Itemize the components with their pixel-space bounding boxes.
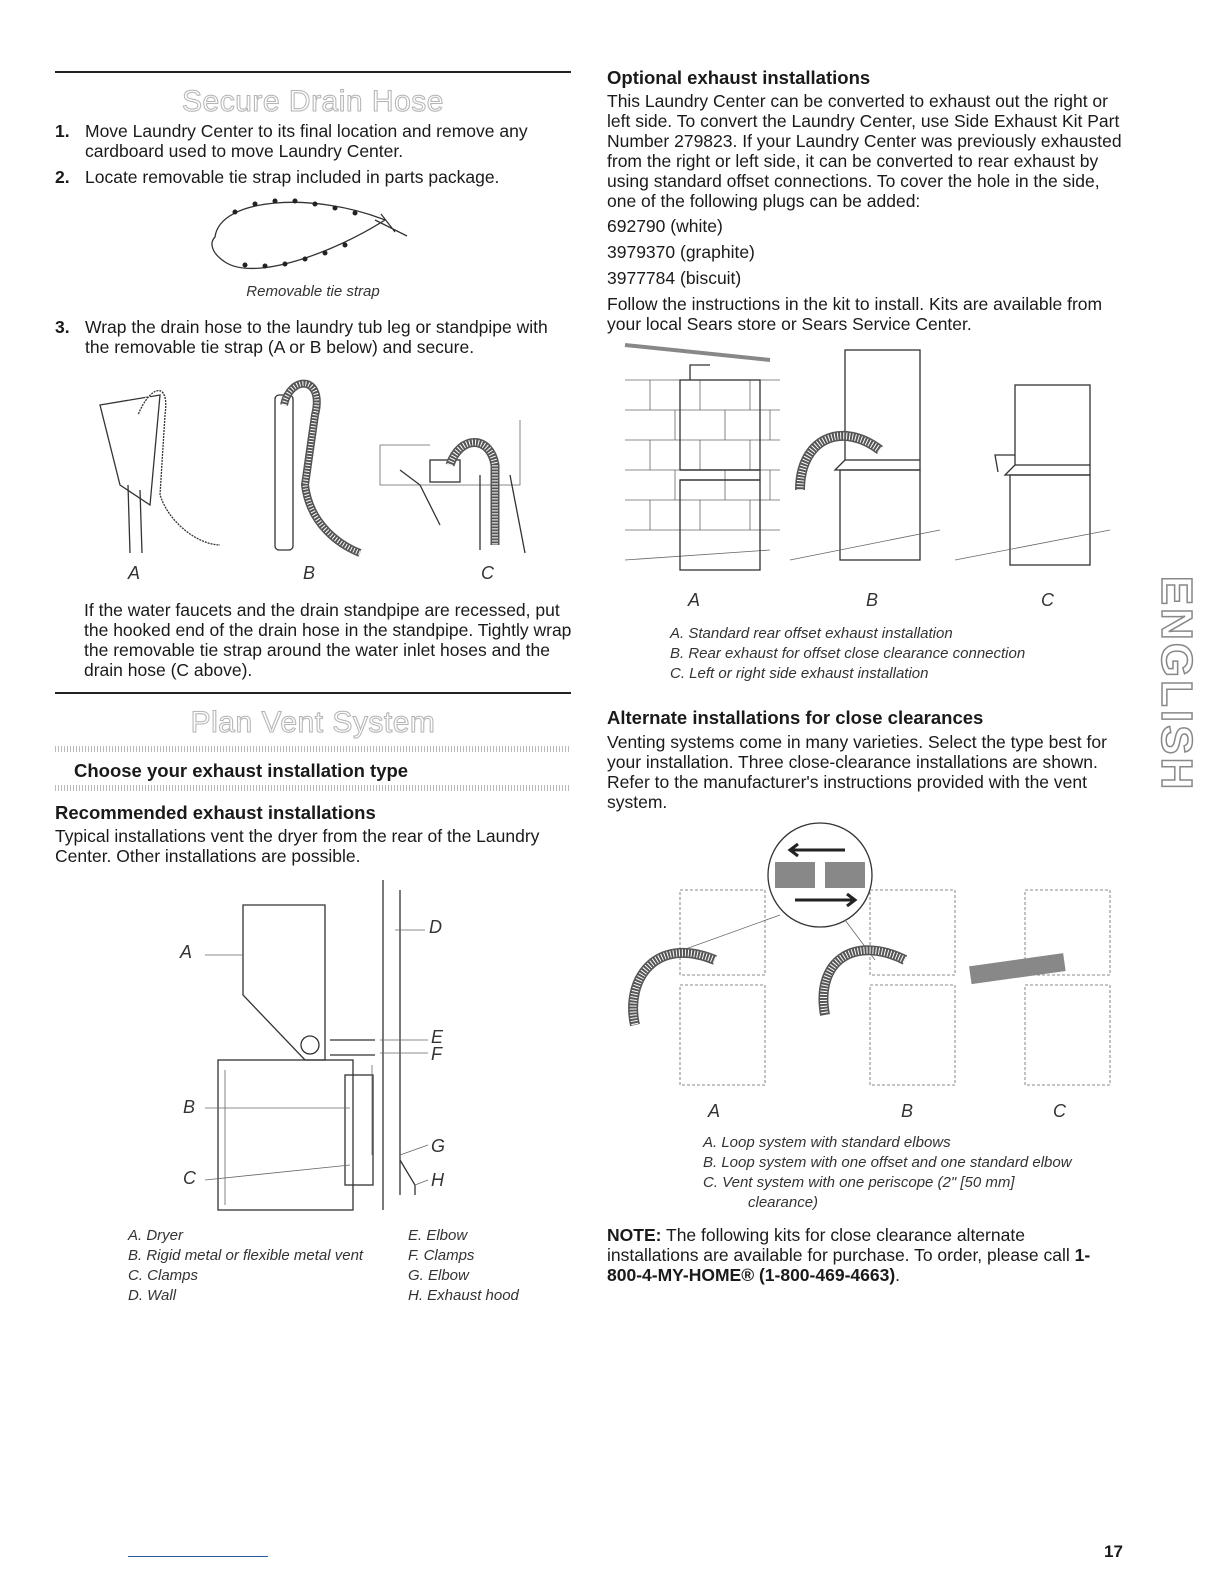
language-tab-label: ENGLISH <box>1152 575 1201 793</box>
optional-fig-label-a: A <box>688 590 701 610</box>
alternate-fig-captions <box>703 1133 1123 1213</box>
optional-exhaust-figure <box>620 340 1120 580</box>
optional-exhaust-text: This Laundry Center can be converted to exhaust out the right or left side. To convert the Laundry Center, use Side Exhaust Kit Part Number 279823. If your Laundry Center was previously exhausted from the right or left side, it can be converted to rear exhaust by using standard offset connections. To cover the hole in the side, one of the following plugs can be added: <box>607 91 1122 211</box>
caption-line: B. Loop system with one offset and one standard elbow <box>703 1154 1072 1171</box>
section-title-secure-drain-hose: Secure Drain Hose <box>182 85 444 118</box>
heading-alternate-installations: Alternate installations for close clearances <box>607 707 984 728</box>
diagram-label-g: G <box>431 1136 446 1156</box>
caption-line: C. Left or right side exhaust installation <box>670 665 929 682</box>
drain-hose-figure <box>90 375 540 565</box>
note-text: The following kits for close clearance alternate installations are available for purchase. To order, please call <box>607 1225 1070 1265</box>
note-label: NOTE: <box>607 1225 662 1245</box>
phone-end: . <box>895 1265 901 1285</box>
diagram-label-a: A <box>180 942 193 962</box>
legend-item: E. Elbow <box>408 1227 468 1244</box>
legend-item: A. Dryer <box>128 1227 184 1244</box>
note-paragraph <box>607 1225 1107 1285</box>
language-side-tab <box>1150 575 1202 793</box>
caption-line: A. Standard rear offset exhaust installation <box>670 625 953 642</box>
follow-instructions-text: Follow the instructions in the kit to install. Kits are available from your local Sears store or Sears Service Center. <box>607 294 1103 334</box>
optional-fig-captions <box>670 624 1120 684</box>
legend-item: D. Wall <box>128 1287 177 1304</box>
drain-fig-label-c: C <box>481 563 494 583</box>
optional-fig-label-b: B <box>866 590 879 610</box>
diagram-label-b: B <box>183 1097 196 1117</box>
recommended-exhaust-diagram <box>170 875 530 1215</box>
caption-line: A. Loop system with standard elbows <box>703 1134 951 1151</box>
optional-fig-label-c: C <box>1041 590 1054 610</box>
heading-optional-exhaust: Optional exhaust installations <box>607 67 871 88</box>
recommended-text: Typical installations vent the dryer from the rear of the Laundry Center. Other installations are possible. <box>55 826 540 866</box>
page-number: 17 <box>1104 1542 1123 1561</box>
alternate-fig-label-b: B <box>901 1101 914 1121</box>
diagram-label-f: F <box>431 1044 442 1064</box>
alternate-installations-figure <box>615 820 1125 1090</box>
drain-fig-label-a: A <box>128 563 141 583</box>
diagram-label-h: H <box>431 1170 444 1190</box>
step-text: Wrap the drain hose to the laundry tub leg or standpipe with the removable tie strap (A or B below) and secure. <box>85 317 548 357</box>
step-number: 2. <box>55 167 70 187</box>
diagram-label-c: C <box>183 1168 196 1188</box>
alternate-installations-text: Venting systems come in many varieties. Select the type best for your installation. Three close-clearance installations are shown. Refer to the manufacturer's instructions provided with the vent system. <box>607 732 1107 812</box>
alternate-fig-label-c: C <box>1053 1101 1066 1121</box>
legend-item: C. Clamps <box>128 1267 199 1284</box>
drain-fig-label-b: B <box>303 563 316 583</box>
caption-line: B. Rear exhaust for offset close clearance connection <box>670 645 1026 662</box>
step-number: 3. <box>55 317 70 337</box>
plug-biscuit: 3977784 (biscuit) <box>607 268 742 288</box>
rule-plan-vent <box>55 692 571 694</box>
caption-line: clearance) <box>748 1194 819 1211</box>
alternate-fig-label-a: A <box>708 1101 721 1121</box>
hatch-divider <box>55 785 571 791</box>
hatch-divider <box>55 746 571 752</box>
legend-item: B. Rigid metal or flexible metal vent <box>128 1247 364 1264</box>
legend-item: H. Exhaust hood <box>408 1287 519 1304</box>
subheading-choose-exhaust: Choose your exhaust installation type <box>74 760 409 781</box>
top-rule-left <box>55 71 571 73</box>
legend-item: G. Elbow <box>408 1267 469 1284</box>
step-text: Move Laundry Center to its final location and remove any cardboard used to move Laundry Center. <box>85 121 528 161</box>
legend-left <box>128 1226 398 1306</box>
recessed-note: If the water faucets and the drain standpipe are recessed, put the hooked end of the drain hose in the standpipe. Tightly wrap the removable tie strap around the water inlet hoses and the drain hose (C above). <box>84 600 572 680</box>
step-text: Locate removable tie strap included in parts package. <box>85 167 500 187</box>
tie-strap-caption: Removable tie strap <box>246 283 380 300</box>
diagram-label-e: E <box>431 1027 444 1047</box>
footer-line <box>128 1556 268 1557</box>
phone-number: 1-800-4-MY-HOME® (1-800-469-4663) <box>607 1245 1091 1285</box>
diagram-label-d: D <box>429 917 442 937</box>
section-title-plan-vent-system: Plan Vent System <box>190 706 436 739</box>
plug-white: 692790 (white) <box>607 216 723 236</box>
heading-recommended: Recommended exhaust installations <box>55 802 376 823</box>
plug-graphite: 3979370 (graphite) <box>607 242 755 262</box>
legend-item: F. Clamps <box>408 1247 475 1264</box>
step-number: 1. <box>55 121 70 141</box>
legend-right <box>408 1226 568 1306</box>
tie-strap-illustration <box>195 192 415 282</box>
caption-line: C. Vent system with one periscope (2" [50 mm] <box>703 1174 1015 1191</box>
